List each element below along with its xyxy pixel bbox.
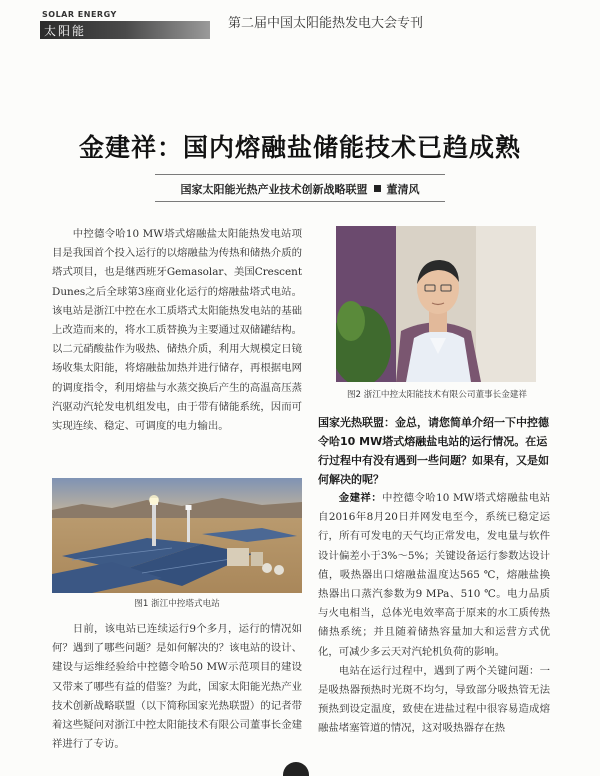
answer-paragraph-1 bbox=[318, 489, 550, 662]
portrait-illustration bbox=[336, 226, 536, 382]
intro-paragraph: 中控德令哈10 MW塔式熔融盐太阳能热发电站项目是我国首个投入运行的以熔融盐为传热和储热介质的塔式项目，也是继西班牙Gemasolar、美国Crescent Dunes之后全球第3座商业化运行的熔融盐塔式电站。该电站是浙江中控在水工质塔式太阳能热发电站的基础上改造而来的，将水工质替换为主要通过双储罐结构。以二元硝酸盐作为吸热、储热介质，利用大规模定日镜场收集太阳能，将熔融盐加热并进行储存，再根据电网的调度指令，利用熔盐与水蒸交换后产生的高温高压蒸汽驱动汽轮发电机组发电，由于带有储能系统，因而可实现连续、稳定、可调度的电力输出。 bbox=[52, 228, 302, 433]
answer-speaker: 金建祥： bbox=[338, 492, 383, 504]
magazine-name-cn: 太阳能 bbox=[44, 24, 87, 38]
page-number-mark bbox=[283, 762, 309, 776]
issue-title: 第二届中国太阳能热发电大会专刊 bbox=[228, 16, 424, 31]
figure-1-photo bbox=[52, 478, 302, 593]
byline-rule-top bbox=[155, 174, 445, 175]
interview-question: 国家光热联盟：金总，请您简单介绍一下中控德令哈10 MW塔式熔融盐电站的运行情况。在运行过程中有没有遇到一些问题？如果有，又是如何解决的呢？ bbox=[318, 416, 549, 486]
magazine-badge bbox=[40, 21, 210, 39]
answer-paragraph-2: 电站在运行过程中，遇到了两个关键问题：一是吸热器预热时光斑不均匀，导致部分吸热管无法预热到设定温度，致使在进盐过程中很容易造成熔融盐堵塞管道的情况，这对吸热器存在热 bbox=[318, 664, 550, 735]
context-paragraph: 日前，该电站已连续运行9个多月，运行的情况如何？遇到了哪些问题？是如何解决的？该电站的设计、建设与运维经验给中控德令哈50 MW示范项目的建设又带来了哪些有益的借鉴？为此，国家太阳能光热产业技术创新战略联盟（以下简称国家光热联盟）的记者带着这些疑问对浙江中控太阳能技术有限公司董事长金建祥进行了专访。 bbox=[52, 623, 302, 751]
byline-rule-bottom bbox=[155, 201, 445, 202]
byline bbox=[0, 181, 600, 197]
figure-2-photo bbox=[336, 226, 536, 382]
solar-plant-illustration bbox=[52, 478, 302, 593]
magazine-name-en: SOLAR ENERGY bbox=[42, 10, 117, 19]
figure-2-caption: 图2 浙江中控太阳能技术有限公司董事长金建祥 bbox=[346, 390, 528, 400]
right-column-answer bbox=[318, 489, 550, 739]
answer-text-1: 中控德令哈10 MW塔式熔融盐电站自2016年8月20日并网发电至今，系统已稳定运行，所有可发电的天气均正常发电，发电量与软件设计偏差小于3%～5%；关键设备运行参数达设计值，吸热器出口熔融盐温度达565 ℃，熔融盐换热器出口蒸汽参数为9 MPa、510 ℃。电力品质与火电相当，总体光电效率高于原来的水工质传热储热系统；并且随着储热容量加大和运营方式优化，可减少多云天对汽轮机负荷的影响。 bbox=[318, 492, 551, 658]
left-column-continued bbox=[52, 620, 302, 754]
article-title: 金建祥：国内熔融盐储能技术已趋成熟 bbox=[78, 133, 521, 162]
figure-1-caption: 图1 浙江中控塔式电站 bbox=[134, 599, 220, 609]
byline-org: 国家太阳能光热产业技术创新战略联盟 bbox=[180, 183, 368, 196]
separator-square-icon bbox=[374, 185, 381, 192]
byline-author: 董清风 bbox=[386, 183, 420, 196]
left-column-intro bbox=[52, 225, 302, 436]
